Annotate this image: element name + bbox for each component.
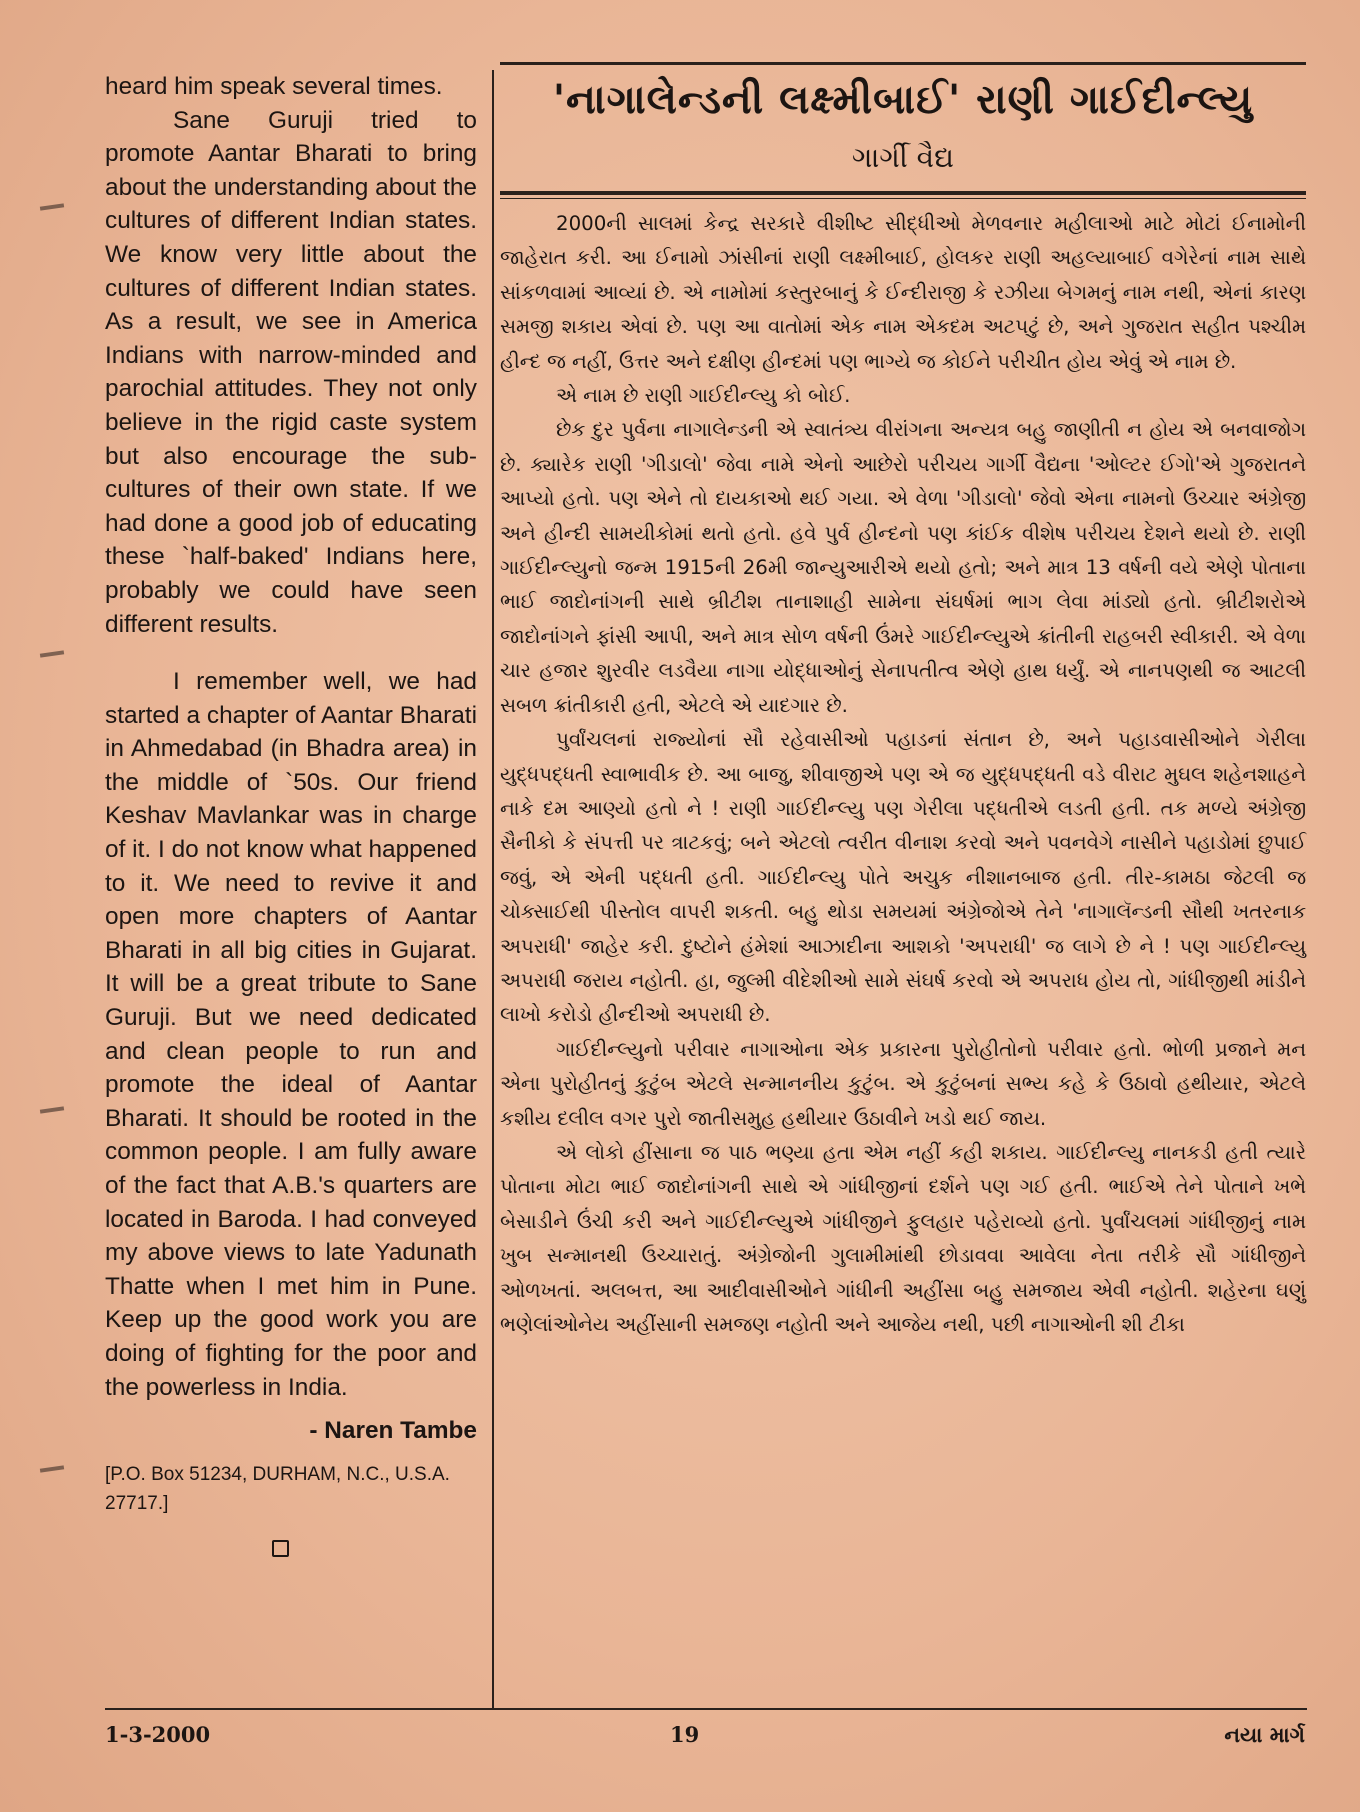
- binding-mark: [40, 203, 64, 210]
- letter-paragraph-3: I remember well, we had started a chapter of Aantar Bharati in Ahmedabad (in Bhadra area) in the middle of `50s. Our friend Keshav Mavlankar was in charge of it. I do not know what happened to it. We need to revive it and open more chapters of Aantar Bharati in all big cities in Gujarat. It will be a great tribute to Sane Guruji. But we need dedicated and clean people to run and promote the ideal of Aantar Bharati. It should be rooted in the common people. I am fully aware of the fact that A.B.'s quarters are located in Baroda. I had conveyed my above views to late Yadunath Thatte when I met him in Pune. Keep up the good work you are doing of fighting for the poor and the powerless in India.: [105, 668, 477, 1401]
- article-paragraph-3: છેક દુર પુર્વના નાગાલેન્ડની એ સ્વાતંત્ર્ય વીરાંગના અન્યત્ર બહુ જાણીતી ન હોય એ બનવાજોગ છે. ક્યારેક રાણી 'ગીડાલો' જેવા નામે એનો આછેરો પરીચય ગાર્ગી વૈદ્યના 'ઓલ્ટર ઈગો'એ ગુજરાતને આપ્યો હતો. પણ એને તો દાયકાઓ થઈ ગયા. એ વેળા 'ગીડાલો' જેવો એના નામનો ઉચ્ચાર અંગ્રેજી અને હીન્દી સામયીકોમાં થતો હતો. હવે પુર્વ હીન્દનો પણ કાંઈક વીશેષ પરીચય દેશને થયો છે. રાણી ગાઈદીન્લ્યુનો જન્મ 1915ની 26મી જાન્યુઆરીએ થયો હતો; અને માત્ર 13 વર્ષની વયે એણે પોતાના ભાઈ જાદોનાંગની સાથે બ્રીટીશ તાનાશાહી સામેના સંઘર્ષમાં ભાગ લેવા માંડ્યો હતો. બ્રીટીશરોએ જાદોનાંગને ફાંસી આપી, અને માત્ર સોળ વર્ષની ઉંમરે ગાઈદીન્લ્યુએ ક્રાંતીની રાહબરી સ્વીકારી. એ વેળા ચાર હજાર શુરવીર લડવૈયા નાગા યોદ્ધાઓનું સેનાપતીત્વ એણે હાથ ધર્યું. એ નાનપણથી જ આટલી સબળ ક્રાંતીકારી હતી, એટલે એ યાદગાર છે.: [500, 418, 1306, 717]
- end-square-icon: [272, 1540, 289, 1557]
- title-top-rule: [500, 62, 1306, 65]
- binding-mark: [40, 1465, 64, 1472]
- footer-rule: [105, 1708, 1307, 1710]
- binding-mark: [40, 1106, 64, 1113]
- binding-mark: [40, 650, 64, 657]
- letter-signature: - Naren Tambe: [309, 1417, 477, 1445]
- header-rule: [500, 191, 1306, 199]
- article-paragraph-4: પુર્વાંચલનાં રાજ્યોનાં સૌ રહેવાસીઓ પહાડનાં સંતાન છે, અને પહાડવાસીઓને ગેરીલા યુદ્ધપદ્ધતી સ્વાભાવીક છે. આ બાજુ, શીવાજીએ પણ એ જ યુદ્ધપદ્ધતી વડે વીરાટ મુઘલ શહેનશાહને નાકે દમ આણ્યો હતો ને ! રાણી ગાઈદીન્લ્યુ પણ ગેરીલા પદ્ધતીએ લડતી હતી. તક મળ્યે અંગ્રેજી સૈનીકો કે સંપત્તી પર ત્રાટકવું; બને એટલો ત્વરીત વીનાશ કરવો અને પવનવેગે નાસીને પહાડોમાં છુપાઈ જવું, એ એની પદ્ધતી હતી. ગાઈદીન્લ્યુ પોતે અચુક નીશાનબાજ હતી. તીર-કામઠા જેટલી જ ચોક્સાઈથી પીસ્તોલ વાપરી શકતી. બહુ થોડા સમયમાં અંગ્રેજોએ તેને 'નાગાલૅન્ડની સૌથી ખતરનાક અપરાધી' જાહેર કરી. દુષ્ટોને હંમેશાં આઝાદીના આશકો 'અપરાધી' જ લાગે છે ને ! પણ ગાઈદીન્લ્યુ અપરાધી જરાય નહોતી. હા, જુલ્મી વીદેશીઓ સામે સંઘર્ષ કરવો એ અપરાધ હોય તો, ગાંધીજીથી માંડીને લાખો કરોડો હીન્દીઓ અપરાધી છે.: [500, 728, 1306, 1027]
- article-column: [500, 62, 1306, 1342]
- article-author: ગાર્ગી વૈદ્ય: [852, 141, 954, 174]
- article-title: 'નાગાલેન્ડની લક્ષ્મીબાઈ' રાણી ગાઈદીન્લ્યુ: [552, 77, 1254, 123]
- article-paragraph-6: એ લોકો હીંસાના જ પાઠ ભણ્યા હતા એમ નહીં કહી શકાય. ગાઈદીન્લ્યુ નાનકડી હતી ત્યારે પોતાના મોટા ભાઈ જાદોનાંગની સાથે એ ગાંધીજીનાં દર્શને પણ ગઈ હતી. ભાઈએ તેને પોતાને ખભે બેસાડીને ઉંચી કરી અને ગાઈદીન્લ્યુએ ગાંધીજીને ફુલહાર પહેરાવ્યો હતો. પુર્વાંચલમાં ગાંધીજીનું નામ ખુબ સન્માનથી ઉચ્ચારાતું. અંગ્રેજોની ગુલામીમાંથી છોડાવવા આવેલા નેતા તરીકે સૌ ગાંધીજીને ઓળખતાં. અલબત્ત, આ આદીવાસીઓને ગાંધીની અહીંસા બહુ સમજાય એવી નહોતી. શહેરના ઘણું ભણેલાંઓનેય અહીંસાની સમજણ નહોતી અને આજેય નથી, પછી નાગાઓની શી ટીકા: [500, 1140, 1306, 1336]
- letter-paragraph-2: Sane Guruji tried to promote Aantar Bharati to bring about the understanding about the cultures of different Indian states. We know very little about the cultures of different Indian states. As a result, we see in America Indians with narrow-minded and parochial attitudes. They not only believe in the rigid caste system but also encourage the sub-cultures of their own state. If we had done a good job of educating these `half-baked' Indians here, probably we could have seen different results.: [105, 106, 477, 638]
- footer-date: 1-3-2000: [105, 1722, 211, 1747]
- article-paragraph-5: ગાઈદીન્લ્યુનો પરીવાર નાગાઓના એક પ્રકારના પુરોહીતોનો પરીવાર હતો. ભોળી પ્રજાને મન એના પુરોહીતનું કુટુંબ એટલે સન્માનનીય કુટુંબ. એ કુટુંબનાં સભ્ય કહે કે ઉઠાવો હથીયાર, એટલે કશીય દલીલ વગર પુરો જાતીસમુહ હથીયાર ઉઠાવીને ખડો થઈ જાય.: [500, 1037, 1306, 1130]
- letter-paragraph-1: heard him speak several times.: [105, 73, 443, 100]
- magazine-name: નયા માર્ગ: [1224, 1722, 1305, 1747]
- article-paragraph-2: એ નામ છે રાણી ગાઈદીન્લ્યુ કો બોઈ.: [556, 384, 851, 408]
- letter-column: [105, 70, 477, 1557]
- page-number: 19: [670, 1722, 700, 1747]
- letter-address: [P.O. Box 51234, DURHAM, N.C., U.S.A. 27717.]: [105, 1463, 450, 1514]
- article-paragraph-1: 2000ની સાલમાં કેન્દ્ર સરકારે વીશીષ્ટ સીદ્ધીઓ મેળવનાર મહીલાઓ માટે મોટાં ઈનામોની જાહેરાત કરી. આ ઈનામો ઝાંસીનાં રાણી લક્ષ્મીબાઈ, હોલકર રાણી અહલ્યાબાઈ વગેરેનાં નામ સાથે સાંકળવામાં આવ્યાં છે. એ નામોમાં કસ્તુરબાનું કે ઈન્દીરાજી કે રઝીયા બેગમનું નામ નથી, એનાં કારણ સમજી શકાય એવાં છે. પણ આ વાતોમાં એક નામ એકદમ અટપટું છે, અને ગુજરાત સહીત પશ્ચીમ હીન્દ જ નહીં, ઉત્તર અને દક્ષીણ હીન્દમાં પણ ભાગ્યે જ કોઈને પરીચીત હોય એવું એ નામ છે.: [500, 212, 1306, 373]
- article-body: [500, 207, 1306, 1342]
- column-divider: [492, 70, 494, 1708]
